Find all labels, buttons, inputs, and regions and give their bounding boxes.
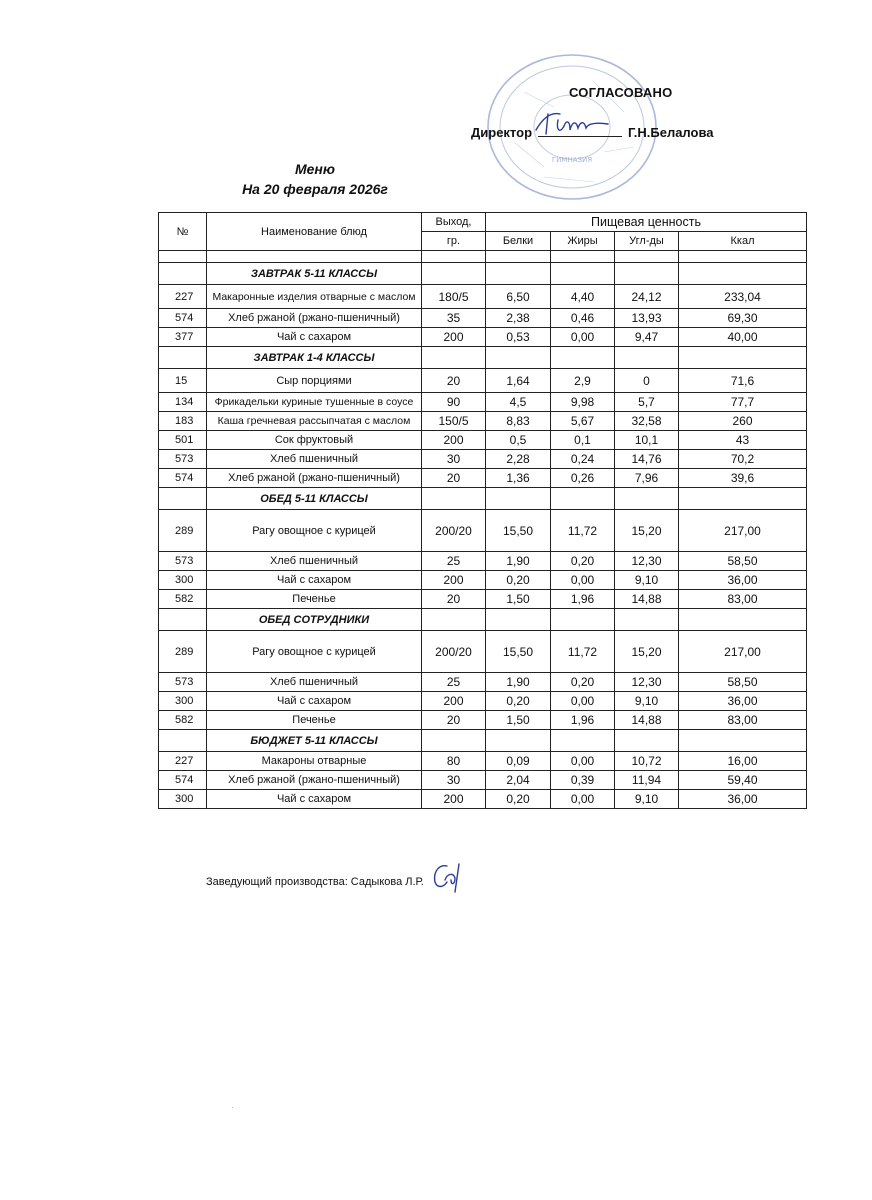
table-row xyxy=(159,393,807,412)
dish-kcal: 58,50 xyxy=(679,673,807,692)
header-yield: Выход, xyxy=(422,213,486,232)
dish-fat: 0,1 xyxy=(551,431,615,450)
dish-protein: 0,53 xyxy=(486,328,551,347)
table-row xyxy=(159,692,807,711)
table-row xyxy=(159,571,807,590)
dish-yield: 20 xyxy=(422,369,486,393)
dish-name: Хлеб ржаной (ржано-пшеничный) xyxy=(207,771,422,790)
dish-yield: 200 xyxy=(422,431,486,450)
dish-kcal: 83,00 xyxy=(679,711,807,730)
dish-name: Чай с сахаром xyxy=(207,571,422,590)
table-row xyxy=(159,631,807,673)
header-nutrition: Пищевая ценность xyxy=(486,213,807,232)
dish-code: 377 xyxy=(159,328,207,347)
director-signature xyxy=(530,108,614,142)
dish-code: 574 xyxy=(159,309,207,328)
stamp-label: ГИМНАЗИЯ xyxy=(551,156,593,164)
dish-kcal: 77,7 xyxy=(679,393,807,412)
dish-carbs: 5,7 xyxy=(615,393,679,412)
dish-yield: 200 xyxy=(422,790,486,809)
table-row xyxy=(159,510,807,552)
header-number: № xyxy=(159,213,207,251)
dish-name: Рагу овощное с курицей xyxy=(207,510,422,552)
dish-protein: 15,50 xyxy=(486,510,551,552)
section-title: БЮДЖЕТ 5-11 КЛАССЫ xyxy=(207,730,422,752)
dish-code: 574 xyxy=(159,469,207,488)
dish-code: 289 xyxy=(159,510,207,552)
dish-yield: 180/5 xyxy=(422,285,486,309)
menu-title-block xyxy=(215,159,415,199)
dish-protein: 1,50 xyxy=(486,590,551,609)
dish-protein: 1,64 xyxy=(486,369,551,393)
dish-fat: 5,67 xyxy=(551,412,615,431)
dish-name: Хлеб пшеничный xyxy=(207,450,422,469)
section-row xyxy=(159,488,807,510)
dish-kcal: 16,00 xyxy=(679,752,807,771)
header-protein: Белки xyxy=(486,232,551,251)
dish-carbs: 14,76 xyxy=(615,450,679,469)
dish-code: 227 xyxy=(159,285,207,309)
dish-carbs: 9,10 xyxy=(615,692,679,711)
table-row xyxy=(159,790,807,809)
table-row xyxy=(159,412,807,431)
dish-fat: 4,40 xyxy=(551,285,615,309)
dish-name: Сыр порциями xyxy=(207,369,422,393)
dish-protein: 0,20 xyxy=(486,571,551,590)
dish-yield: 20 xyxy=(422,711,486,730)
dish-fat: 9,98 xyxy=(551,393,615,412)
menu-table xyxy=(158,212,807,809)
dish-protein: 1,36 xyxy=(486,469,551,488)
dish-carbs: 9,47 xyxy=(615,328,679,347)
dish-fat: 0,24 xyxy=(551,450,615,469)
dish-code: 574 xyxy=(159,771,207,790)
header-kcal: Ккал xyxy=(679,232,807,251)
dish-code: 289 xyxy=(159,631,207,673)
dish-code: 501 xyxy=(159,431,207,450)
dish-kcal: 36,00 xyxy=(679,692,807,711)
dish-yield: 200 xyxy=(422,571,486,590)
dish-yield: 200 xyxy=(422,692,486,711)
section-title: ОБЕД СОТРУДНИКИ xyxy=(207,609,422,631)
dish-name: Чай с сахаром xyxy=(207,692,422,711)
dish-yield: 90 xyxy=(422,393,486,412)
dish-kcal: 39,6 xyxy=(679,469,807,488)
dish-name: Чай с сахаром xyxy=(207,790,422,809)
dish-yield: 200/20 xyxy=(422,510,486,552)
dish-fat: 0,26 xyxy=(551,469,615,488)
dish-protein: 0,5 xyxy=(486,431,551,450)
section-row xyxy=(159,263,807,285)
dish-carbs: 9,10 xyxy=(615,790,679,809)
dish-code: 582 xyxy=(159,590,207,609)
dish-fat: 11,72 xyxy=(551,631,615,673)
menu-title: Меню xyxy=(294,161,335,177)
menu-table-body xyxy=(159,263,807,809)
section-title: ОБЕД 5-11 КЛАССЫ xyxy=(207,488,422,510)
dish-yield: 200 xyxy=(422,328,486,347)
dish-fat: 0,00 xyxy=(551,790,615,809)
table-row xyxy=(159,673,807,692)
dish-yield: 150/5 xyxy=(422,412,486,431)
table-row xyxy=(159,431,807,450)
dish-code: 15 xyxy=(159,369,207,393)
dish-name: Сок фруктовый xyxy=(207,431,422,450)
manager-signature xyxy=(429,858,475,894)
header-yield-unit: гр. xyxy=(422,232,486,251)
dish-name: Каша гречневая рассыпчатая с маслом xyxy=(207,412,422,431)
dish-name: Фрикадельки куриные тушенные в соусе xyxy=(207,393,422,412)
dish-name: Чай с сахаром xyxy=(207,328,422,347)
dish-fat: 0,39 xyxy=(551,771,615,790)
dish-protein: 15,50 xyxy=(486,631,551,673)
dish-kcal: 36,00 xyxy=(679,790,807,809)
section-title: ЗАВТРАК 5-11 КЛАССЫ xyxy=(207,263,422,285)
dish-carbs: 14,88 xyxy=(615,711,679,730)
dish-name: Печенье xyxy=(207,711,422,730)
dish-protein: 0,09 xyxy=(486,752,551,771)
dish-protein: 1,90 xyxy=(486,552,551,571)
table-row xyxy=(159,450,807,469)
dish-protein: 1,90 xyxy=(486,673,551,692)
dish-kcal: 260 xyxy=(679,412,807,431)
table-row xyxy=(159,711,807,730)
dish-protein: 1,50 xyxy=(486,711,551,730)
dish-name: Макароны отварные xyxy=(207,752,422,771)
dish-carbs: 14,88 xyxy=(615,590,679,609)
table-row xyxy=(159,369,807,393)
dish-carbs: 13,93 xyxy=(615,309,679,328)
dish-fat: 1,96 xyxy=(551,590,615,609)
table-row xyxy=(159,771,807,790)
header-dish-name: Наименование блюд xyxy=(207,213,422,251)
dish-kcal: 70,2 xyxy=(679,450,807,469)
dish-code: 183 xyxy=(159,412,207,431)
dish-protein: 2,28 xyxy=(486,450,551,469)
dish-protein: 2,04 xyxy=(486,771,551,790)
dish-kcal: 40,00 xyxy=(679,328,807,347)
dish-code: 573 xyxy=(159,673,207,692)
dish-protein: 4,5 xyxy=(486,393,551,412)
dish-kcal: 233,04 xyxy=(679,285,807,309)
dish-protein: 2,38 xyxy=(486,309,551,328)
production-manager-line: Заведующий производства: Садыкова Л.Р. xyxy=(206,876,424,888)
dish-yield: 30 xyxy=(422,450,486,469)
dish-carbs: 12,30 xyxy=(615,673,679,692)
table-row xyxy=(159,469,807,488)
section-row xyxy=(159,730,807,752)
table-row xyxy=(159,285,807,309)
dish-name: Хлеб пшеничный xyxy=(207,552,422,571)
table-row xyxy=(159,752,807,771)
dish-kcal: 43 xyxy=(679,431,807,450)
dish-carbs: 9,10 xyxy=(615,571,679,590)
dish-yield: 20 xyxy=(422,590,486,609)
dish-fat: 0,00 xyxy=(551,328,615,347)
dish-fat: 1,96 xyxy=(551,711,615,730)
dish-yield: 25 xyxy=(422,552,486,571)
dish-code: 573 xyxy=(159,552,207,571)
dish-yield: 25 xyxy=(422,673,486,692)
dish-fat: 0,00 xyxy=(551,752,615,771)
dish-protein: 6,50 xyxy=(486,285,551,309)
dish-carbs: 12,30 xyxy=(615,552,679,571)
dish-carbs: 11,94 xyxy=(615,771,679,790)
dish-protein: 0,20 xyxy=(486,692,551,711)
dish-name: Хлеб ржаной (ржано-пшеничный) xyxy=(207,309,422,328)
dish-carbs: 32,58 xyxy=(615,412,679,431)
section-row xyxy=(159,347,807,369)
dish-carbs: 10,1 xyxy=(615,431,679,450)
table-row xyxy=(159,309,807,328)
dish-fat: 11,72 xyxy=(551,510,615,552)
approval-title: СОГЛАСОВАНО xyxy=(569,85,673,100)
dish-name: Хлеб пшеничный xyxy=(207,673,422,692)
dish-code: 134 xyxy=(159,393,207,412)
dish-carbs: 15,20 xyxy=(615,510,679,552)
dish-carbs: 0 xyxy=(615,369,679,393)
dish-code: 300 xyxy=(159,692,207,711)
dish-fat: 0,20 xyxy=(551,673,615,692)
dish-fat: 0,00 xyxy=(551,692,615,711)
dish-name: Рагу овощное с курицей xyxy=(207,631,422,673)
menu-date: На 20 февраля 2026г xyxy=(242,181,388,197)
dish-name: Хлеб ржаной (ржано-пшеничный) xyxy=(207,469,422,488)
dish-carbs: 7,96 xyxy=(615,469,679,488)
dish-kcal: 83,00 xyxy=(679,590,807,609)
dish-carbs: 10,72 xyxy=(615,752,679,771)
director-label: Директор xyxy=(471,125,533,140)
dish-carbs: 24,12 xyxy=(615,285,679,309)
header-carbs: Угл-ды xyxy=(615,232,679,251)
dish-fat: 2,9 xyxy=(551,369,615,393)
dish-kcal: 36,00 xyxy=(679,571,807,590)
dish-yield: 20 xyxy=(422,469,486,488)
section-title: ЗАВТРАК 1-4 КЛАССЫ xyxy=(207,347,422,369)
dish-name: Печенье xyxy=(207,590,422,609)
director-name: Г.Н.Белалова xyxy=(628,125,714,140)
dish-fat: 0,20 xyxy=(551,552,615,571)
dish-fat: 0,46 xyxy=(551,309,615,328)
header-fat: Жиры xyxy=(551,232,615,251)
scan-speck xyxy=(232,1107,233,1108)
dish-yield: 80 xyxy=(422,752,486,771)
dish-protein: 8,83 xyxy=(486,412,551,431)
dish-yield: 35 xyxy=(422,309,486,328)
dish-carbs: 15,20 xyxy=(615,631,679,673)
section-row xyxy=(159,609,807,631)
table-row xyxy=(159,328,807,347)
dish-code: 573 xyxy=(159,450,207,469)
dish-kcal: 59,40 xyxy=(679,771,807,790)
dish-kcal: 69,30 xyxy=(679,309,807,328)
dish-protein: 0,20 xyxy=(486,790,551,809)
dish-yield: 30 xyxy=(422,771,486,790)
dish-code: 582 xyxy=(159,711,207,730)
table-row xyxy=(159,552,807,571)
dish-kcal: 217,00 xyxy=(679,631,807,673)
dish-kcal: 217,00 xyxy=(679,510,807,552)
table-row xyxy=(159,590,807,609)
dish-name: Макаронные изделия отварные с маслом xyxy=(207,285,422,309)
dish-code: 227 xyxy=(159,752,207,771)
dish-code: 300 xyxy=(159,790,207,809)
dish-kcal: 71,6 xyxy=(679,369,807,393)
dish-kcal: 58,50 xyxy=(679,552,807,571)
dish-fat: 0,00 xyxy=(551,571,615,590)
dish-code: 300 xyxy=(159,571,207,590)
dish-yield: 200/20 xyxy=(422,631,486,673)
